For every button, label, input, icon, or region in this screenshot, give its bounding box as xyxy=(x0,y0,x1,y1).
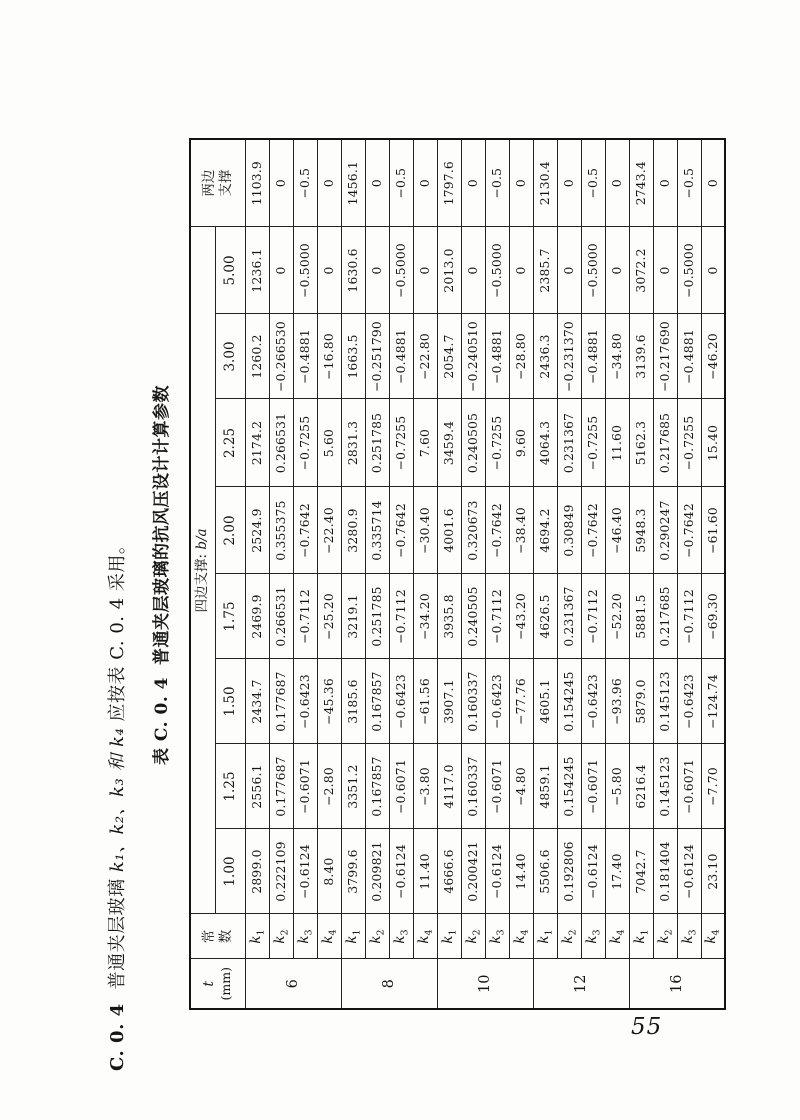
glass-wind-load-parameters-table xyxy=(189,138,726,1010)
value-cell: 0 xyxy=(269,139,293,227)
value-cell: −30.40 xyxy=(413,487,437,574)
value-cell: −28.80 xyxy=(509,314,533,399)
table-caption-text: 普通夹层玻璃的抗风压设计计算参数 xyxy=(152,385,172,666)
value-cell: 0.320673 xyxy=(461,487,485,574)
value-cell: 0 xyxy=(413,139,437,227)
table-row xyxy=(581,139,605,1009)
k-constant-label-cell: $k_2$ xyxy=(365,914,389,959)
value-cell: −45.36 xyxy=(317,659,341,744)
value-cell: 0 xyxy=(365,227,389,314)
value-cell: −34.20 xyxy=(413,574,437,659)
value-cell: −0.6071 xyxy=(485,744,509,829)
clause-title xyxy=(103,536,129,1071)
value-cell: 0.355375 xyxy=(269,487,293,574)
value-cell: −0.6423 xyxy=(389,659,413,744)
table-row xyxy=(653,139,677,1009)
value-cell: 8.40 xyxy=(317,829,341,914)
k-constant-label-cell: $k_1$ xyxy=(245,914,269,959)
value-cell: 5879.0 xyxy=(629,659,653,744)
thickness-cell: 8 xyxy=(341,959,437,1009)
value-cell: −0.6423 xyxy=(581,659,605,744)
value-cell: 0 xyxy=(461,139,485,227)
value-cell: −0.7642 xyxy=(293,487,317,574)
rotated-landscape-content xyxy=(95,75,735,1075)
value-cell: 3459.4 xyxy=(437,399,461,487)
value-cell: 6216.4 xyxy=(629,744,653,829)
thickness-cell: 6 xyxy=(245,959,341,1009)
value-cell: 4626.5 xyxy=(533,574,557,659)
value-cell: 0 xyxy=(701,227,725,314)
value-cell: −0.6071 xyxy=(293,744,317,829)
k-constant-label-cell: $k_4$ xyxy=(605,914,629,959)
value-cell: −0.4881 xyxy=(677,314,701,399)
k-constant-label-cell: $k_2$ xyxy=(653,914,677,959)
value-cell: 0 xyxy=(557,227,581,314)
k-constant-label-cell: $k_3$ xyxy=(485,914,509,959)
value-cell: −46.20 xyxy=(701,314,725,399)
thickness-cell: 12 xyxy=(533,959,629,1009)
table-row xyxy=(629,139,653,1009)
value-cell: 0 xyxy=(269,227,293,314)
value-cell: 7.60 xyxy=(413,399,437,487)
value-cell: 2385.7 xyxy=(533,227,557,314)
value-cell: −0.5000 xyxy=(677,227,701,314)
ba-value-header: 3.00 xyxy=(215,314,245,399)
k-constant-label-cell: $k_1$ xyxy=(437,914,461,959)
value-cell: 17.40 xyxy=(605,829,629,914)
value-cell: 0 xyxy=(509,139,533,227)
value-cell: 0.200421 xyxy=(461,829,485,914)
value-cell: −3.80 xyxy=(413,744,437,829)
value-cell: 0.167857 xyxy=(365,659,389,744)
value-cell: 1663.5 xyxy=(341,314,365,399)
value-cell: 9.60 xyxy=(509,399,533,487)
value-cell: 3280.9 xyxy=(341,487,365,574)
value-cell: 2130.4 xyxy=(533,139,557,227)
value-cell: −52.20 xyxy=(605,574,629,659)
table-row xyxy=(701,139,725,1009)
value-cell: 3219.1 xyxy=(341,574,365,659)
value-cell: 11.40 xyxy=(413,829,437,914)
table-row xyxy=(605,139,629,1009)
table-row xyxy=(341,139,365,1009)
value-cell: 0.266531 xyxy=(269,574,293,659)
value-cell: −0.7642 xyxy=(485,487,509,574)
value-cell: 3139.6 xyxy=(629,314,653,399)
value-cell: 0.240505 xyxy=(461,399,485,487)
value-cell: 3351.2 xyxy=(341,744,365,829)
ba-value-header: 1.75 xyxy=(215,574,245,659)
value-cell: 7042.7 xyxy=(629,829,653,914)
header-row-2 xyxy=(215,139,245,1009)
value-cell: −124.74 xyxy=(701,659,725,744)
value-cell: −46.40 xyxy=(605,487,629,574)
value-cell: 4605.1 xyxy=(533,659,557,744)
value-cell: 1456.1 xyxy=(341,139,365,227)
col-header-thickness: t (mm) xyxy=(190,959,245,1009)
value-cell: 0 xyxy=(317,227,341,314)
value-cell: 2524.9 xyxy=(245,487,269,574)
value-cell: 2434.7 xyxy=(245,659,269,744)
value-cell: 2556.1 xyxy=(245,744,269,829)
value-cell: 0 xyxy=(509,227,533,314)
value-cell: 0.251785 xyxy=(365,399,389,487)
value-cell: 0.335714 xyxy=(365,487,389,574)
value-cell: −0.266530 xyxy=(269,314,293,399)
value-cell: −0.7255 xyxy=(581,399,605,487)
value-cell: 0 xyxy=(701,139,725,227)
ba-value-header: 1.00 xyxy=(215,829,245,914)
value-cell: 3072.2 xyxy=(629,227,653,314)
value-cell: 2831.3 xyxy=(341,399,365,487)
value-cell: 0.231367 xyxy=(557,399,581,487)
value-cell: 0.217685 xyxy=(653,574,677,659)
value-cell: −0.5000 xyxy=(293,227,317,314)
value-cell: −0.251790 xyxy=(365,314,389,399)
value-cell: −2.80 xyxy=(317,744,341,829)
value-cell: −34.80 xyxy=(605,314,629,399)
value-cell: −0.7255 xyxy=(389,399,413,487)
value-cell: −0.7112 xyxy=(677,574,701,659)
value-cell: 0 xyxy=(365,139,389,227)
value-cell: 4694.2 xyxy=(533,487,557,574)
value-cell: 14.40 xyxy=(509,829,533,914)
value-cell: 0.177687 xyxy=(269,744,293,829)
value-cell: 5162.3 xyxy=(629,399,653,487)
value-cell: −0.231370 xyxy=(557,314,581,399)
value-cell: 0.240505 xyxy=(461,574,485,659)
table-header xyxy=(190,139,245,1009)
col-header-four-side-support: 四边支撑: b/a xyxy=(190,227,215,914)
page-number: 55 xyxy=(631,1014,663,1040)
k-constant-label-cell: $k_2$ xyxy=(461,914,485,959)
value-cell: 3799.6 xyxy=(341,829,365,914)
table-row xyxy=(293,139,317,1009)
value-cell: 5948.3 xyxy=(629,487,653,574)
clause-number: C. 0. 4 xyxy=(107,1003,128,1071)
value-cell: 2054.7 xyxy=(437,314,461,399)
table-row xyxy=(365,139,389,1009)
value-cell: 0.154245 xyxy=(557,744,581,829)
thickness-cell: 16 xyxy=(629,959,725,1009)
table-row xyxy=(437,139,461,1009)
table-number: 表 C. 0. 4 xyxy=(152,677,172,765)
table-row xyxy=(245,139,269,1009)
value-cell: 4117.0 xyxy=(437,744,461,829)
value-cell: 1236.1 xyxy=(245,227,269,314)
value-cell: 3935.8 xyxy=(437,574,461,659)
value-cell: −4.80 xyxy=(509,744,533,829)
value-cell: −0.4881 xyxy=(485,314,509,399)
value-cell: −0.4881 xyxy=(581,314,605,399)
value-cell: −0.4881 xyxy=(389,314,413,399)
value-cell: −0.6071 xyxy=(389,744,413,829)
table-caption xyxy=(147,140,172,1010)
value-cell: −38.40 xyxy=(509,487,533,574)
value-cell: 0 xyxy=(653,227,677,314)
value-cell: 5.60 xyxy=(317,399,341,487)
ba-value-header: 1.25 xyxy=(215,744,245,829)
value-cell: 23.10 xyxy=(701,829,725,914)
value-cell: −0.6124 xyxy=(389,829,413,914)
value-cell: −25.20 xyxy=(317,574,341,659)
k-constant-label-cell: $k_4$ xyxy=(413,914,437,959)
value-cell: −0.5 xyxy=(293,139,317,227)
value-cell: −0.7255 xyxy=(485,399,509,487)
value-cell: −0.6423 xyxy=(485,659,509,744)
value-cell: 0.217685 xyxy=(653,399,677,487)
value-cell: −5.80 xyxy=(605,744,629,829)
k-constant-label-cell: $k_4$ xyxy=(701,914,725,959)
value-cell: −0.6071 xyxy=(677,744,701,829)
value-cell: −43.20 xyxy=(509,574,533,659)
value-cell: 2436.3 xyxy=(533,314,557,399)
col-header-two-side-support: 两边 支撑 xyxy=(190,139,245,227)
value-cell: −0.6124 xyxy=(485,829,509,914)
value-cell: −93.96 xyxy=(605,659,629,744)
value-cell: −0.5 xyxy=(389,139,413,227)
value-cell: −7.70 xyxy=(701,744,725,829)
value-cell: −61.56 xyxy=(413,659,437,744)
value-cell: 0.290247 xyxy=(653,487,677,574)
value-cell: 0 xyxy=(317,139,341,227)
value-cell: 0.251785 xyxy=(365,574,389,659)
table-body xyxy=(245,139,725,1009)
k-constant-label-cell: $k_1$ xyxy=(341,914,365,959)
value-cell: 2174.2 xyxy=(245,399,269,487)
value-cell: 0 xyxy=(413,227,437,314)
table-row xyxy=(269,139,293,1009)
value-cell: −0.7642 xyxy=(389,487,413,574)
value-cell: −0.6423 xyxy=(677,659,701,744)
value-cell: −0.4881 xyxy=(293,314,317,399)
value-cell: 0 xyxy=(557,139,581,227)
value-cell: 4001.6 xyxy=(437,487,461,574)
value-cell: 0.231367 xyxy=(557,574,581,659)
value-cell: −0.6071 xyxy=(581,744,605,829)
value-cell: −77.76 xyxy=(509,659,533,744)
value-cell: 1630.6 xyxy=(341,227,365,314)
clause-text-1: 普通夹层玻璃 xyxy=(107,872,128,990)
value-cell: −0.6124 xyxy=(677,829,701,914)
value-cell: 0.192806 xyxy=(557,829,581,914)
value-cell: 0 xyxy=(461,227,485,314)
value-cell: −0.5 xyxy=(485,139,509,227)
value-cell: −0.7642 xyxy=(677,487,701,574)
value-cell: 0.154245 xyxy=(557,659,581,744)
ba-value-header: 2.25 xyxy=(215,399,245,487)
value-cell: −0.6423 xyxy=(293,659,317,744)
value-cell: −0.7112 xyxy=(581,574,605,659)
clause-k-symbols: k₁、k₂、k₃ 和 k₄ xyxy=(107,727,128,873)
table-row xyxy=(317,139,341,1009)
value-cell: 0.145123 xyxy=(653,744,677,829)
ba-value-header: 5.00 xyxy=(215,227,245,314)
value-cell: 0.30849 xyxy=(557,487,581,574)
table-row xyxy=(557,139,581,1009)
value-cell: 4666.6 xyxy=(437,829,461,914)
k-constant-label-cell: $k_3$ xyxy=(389,914,413,959)
value-cell: −0.7255 xyxy=(293,399,317,487)
value-cell: −0.7112 xyxy=(389,574,413,659)
value-cell: 0 xyxy=(605,139,629,227)
value-cell: −22.40 xyxy=(317,487,341,574)
value-cell: 5881.5 xyxy=(629,574,653,659)
k-constant-label-cell: $k_4$ xyxy=(509,914,533,959)
value-cell: −16.80 xyxy=(317,314,341,399)
ba-ratio-symbol: b/a xyxy=(194,528,211,550)
table-row xyxy=(461,139,485,1009)
k-constant-label-cell: $k_2$ xyxy=(557,914,581,959)
value-cell: 0.181404 xyxy=(653,829,677,914)
k-constant-label-cell: $k_1$ xyxy=(629,914,653,959)
value-cell: 3185.6 xyxy=(341,659,365,744)
value-cell: 0.167857 xyxy=(365,744,389,829)
value-cell: −61.60 xyxy=(701,487,725,574)
value-cell: −0.5 xyxy=(677,139,701,227)
ba-value-header: 1.50 xyxy=(215,659,245,744)
value-cell: 0.160337 xyxy=(461,744,485,829)
value-cell: 0.222109 xyxy=(269,829,293,914)
k-constant-label-cell: $k_1$ xyxy=(533,914,557,959)
table-row xyxy=(413,139,437,1009)
value-cell: 15.40 xyxy=(701,399,725,487)
k-constant-label-cell: $k_2$ xyxy=(269,914,293,959)
value-cell: 11.60 xyxy=(605,399,629,487)
value-cell: −0.217690 xyxy=(653,314,677,399)
table-row xyxy=(509,139,533,1009)
value-cell: 1797.6 xyxy=(437,139,461,227)
value-cell: −0.5000 xyxy=(581,227,605,314)
value-cell: 2743.4 xyxy=(629,139,653,227)
value-cell: 1260.2 xyxy=(245,314,269,399)
value-cell: 0.145123 xyxy=(653,659,677,744)
value-cell: 0 xyxy=(653,139,677,227)
value-cell: −0.6124 xyxy=(581,829,605,914)
value-cell: 2013.0 xyxy=(437,227,461,314)
k-constant-label-cell: $k_3$ xyxy=(581,914,605,959)
value-cell: 0.266531 xyxy=(269,399,293,487)
value-cell: −0.5 xyxy=(581,139,605,227)
value-cell: 2469.9 xyxy=(245,574,269,659)
ba-value-header: 2.00 xyxy=(215,487,245,574)
value-cell: −0.7255 xyxy=(677,399,701,487)
thickness-cell: 10 xyxy=(437,959,533,1009)
value-cell: −0.7642 xyxy=(581,487,605,574)
k-constant-label-cell: $k_3$ xyxy=(293,914,317,959)
value-cell: 0.177687 xyxy=(269,659,293,744)
table-row xyxy=(677,139,701,1009)
clause-text-2: 应按表 C. 0. 4 采用。 xyxy=(107,535,128,728)
value-cell: 0.160337 xyxy=(461,659,485,744)
value-cell: −0.240510 xyxy=(461,314,485,399)
col-header-constant: 常 数 xyxy=(190,914,245,959)
value-cell: 3907.1 xyxy=(437,659,461,744)
k-constant-label-cell: $k_4$ xyxy=(317,914,341,959)
value-cell: 4859.1 xyxy=(533,744,557,829)
value-cell: 1103.9 xyxy=(245,139,269,227)
value-cell: −0.7112 xyxy=(485,574,509,659)
value-cell: 5506.6 xyxy=(533,829,557,914)
value-cell: 0.209821 xyxy=(365,829,389,914)
k-constant-label-cell: $k_3$ xyxy=(677,914,701,959)
header-row-1 xyxy=(190,139,215,1009)
value-cell: −0.7112 xyxy=(293,574,317,659)
value-cell: −0.5000 xyxy=(389,227,413,314)
value-cell: −0.6124 xyxy=(293,829,317,914)
table-row xyxy=(389,139,413,1009)
value-cell: −69.30 xyxy=(701,574,725,659)
value-cell: 2899.0 xyxy=(245,829,269,914)
value-cell: 4064.3 xyxy=(533,399,557,487)
table-row xyxy=(533,139,557,1009)
value-cell: −22.80 xyxy=(413,314,437,399)
value-cell: 0 xyxy=(605,227,629,314)
table-row xyxy=(485,139,509,1009)
value-cell: −0.5000 xyxy=(485,227,509,314)
